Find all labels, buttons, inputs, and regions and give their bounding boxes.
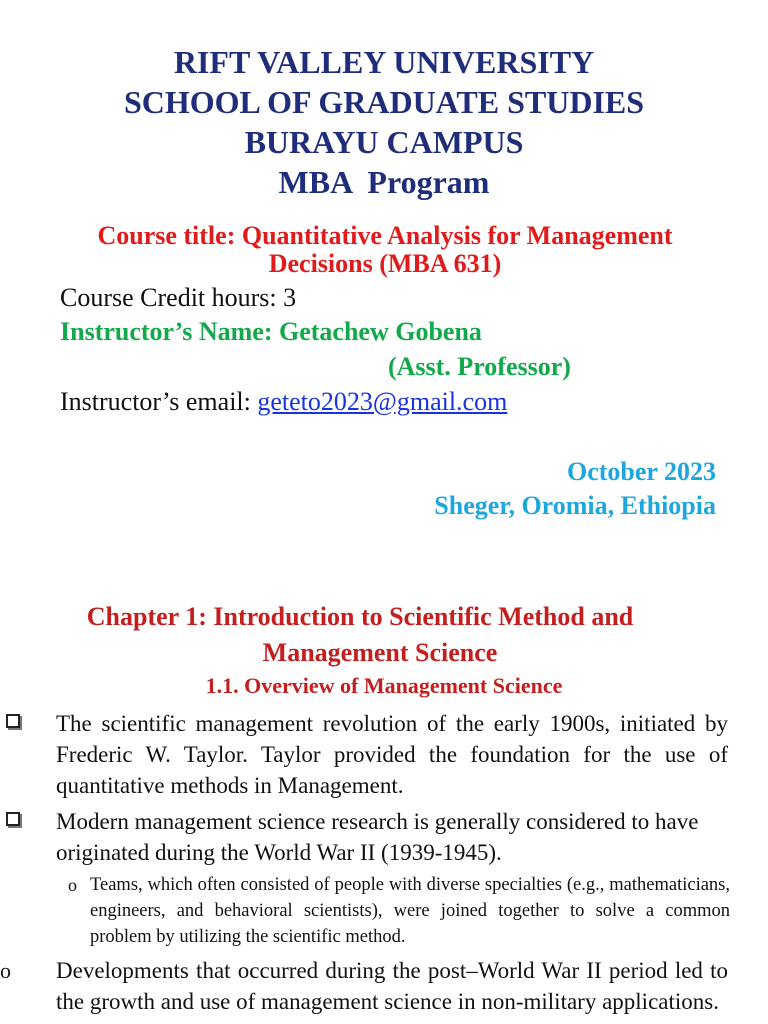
- list-item-text: The scientific management revolution of the early 1900s, initiated by Frederic W. Taylor. Taylor provided the foundation for the use of quantitative methods in Management.: [56, 711, 728, 798]
- course-title-line1: Course title: Quantitative Analysis for Management: [97, 221, 673, 250]
- course-title-line2: Decisions (MBA 631): [268, 249, 502, 278]
- sub-list-item-text: Teams, which often consisted of people with diverse specialties (e.g., mathematicians, engineers, and behavioral scientists), were joined together to solve a common problem by utilizing the scientific method.: [90, 875, 730, 947]
- instructor-email-row: [60, 386, 507, 418]
- section-heading: 1.1. Overview of Management Science: [205, 673, 563, 698]
- list-item: [0, 708, 728, 801]
- school-name: SCHOOL OF GRADUATE STUDIES: [123, 84, 645, 120]
- checkbox-bullet-icon: [6, 812, 20, 826]
- sub-list-item: [68, 872, 730, 950]
- chapter-title-line1: Chapter 1: Introduction to Scientific Method and: [86, 602, 634, 631]
- circle-bullet-icon: o: [68, 875, 77, 895]
- program-name: MBA Program: [278, 164, 490, 200]
- list-item: [0, 806, 728, 868]
- location: Sheger, Oromia, Ethiopia: [434, 491, 716, 520]
- date: October 2023: [567, 457, 716, 486]
- instructor-name: Instructor’s Name: Getachew Gobena: [60, 317, 482, 346]
- checkbox-bullet-icon: [6, 714, 20, 728]
- credit-hours: Course Credit hours: 3: [60, 283, 297, 312]
- campus-name: BURAYU CAMPUS: [244, 124, 524, 160]
- list-item-text: Modern management science research is generally considered to have originated during the World War II (1939-1945).: [56, 809, 699, 865]
- chapter-title-line2: Management Science: [262, 638, 498, 667]
- circle-bullet-icon: o: [0, 958, 11, 983]
- instructor-rank: (Asst. Professor): [388, 352, 571, 381]
- email-link[interactable]: geteto2023@gmail.com: [257, 387, 508, 416]
- list-item: [0, 955, 728, 1017]
- university-name: RIFT VALLEY UNIVERSITY: [173, 44, 595, 80]
- list-item-text: Developments that occurred during the post–World War II period led to the growth and use of management science in non-military applications.: [56, 958, 728, 1014]
- email-label: Instructor’s email:: [60, 387, 258, 416]
